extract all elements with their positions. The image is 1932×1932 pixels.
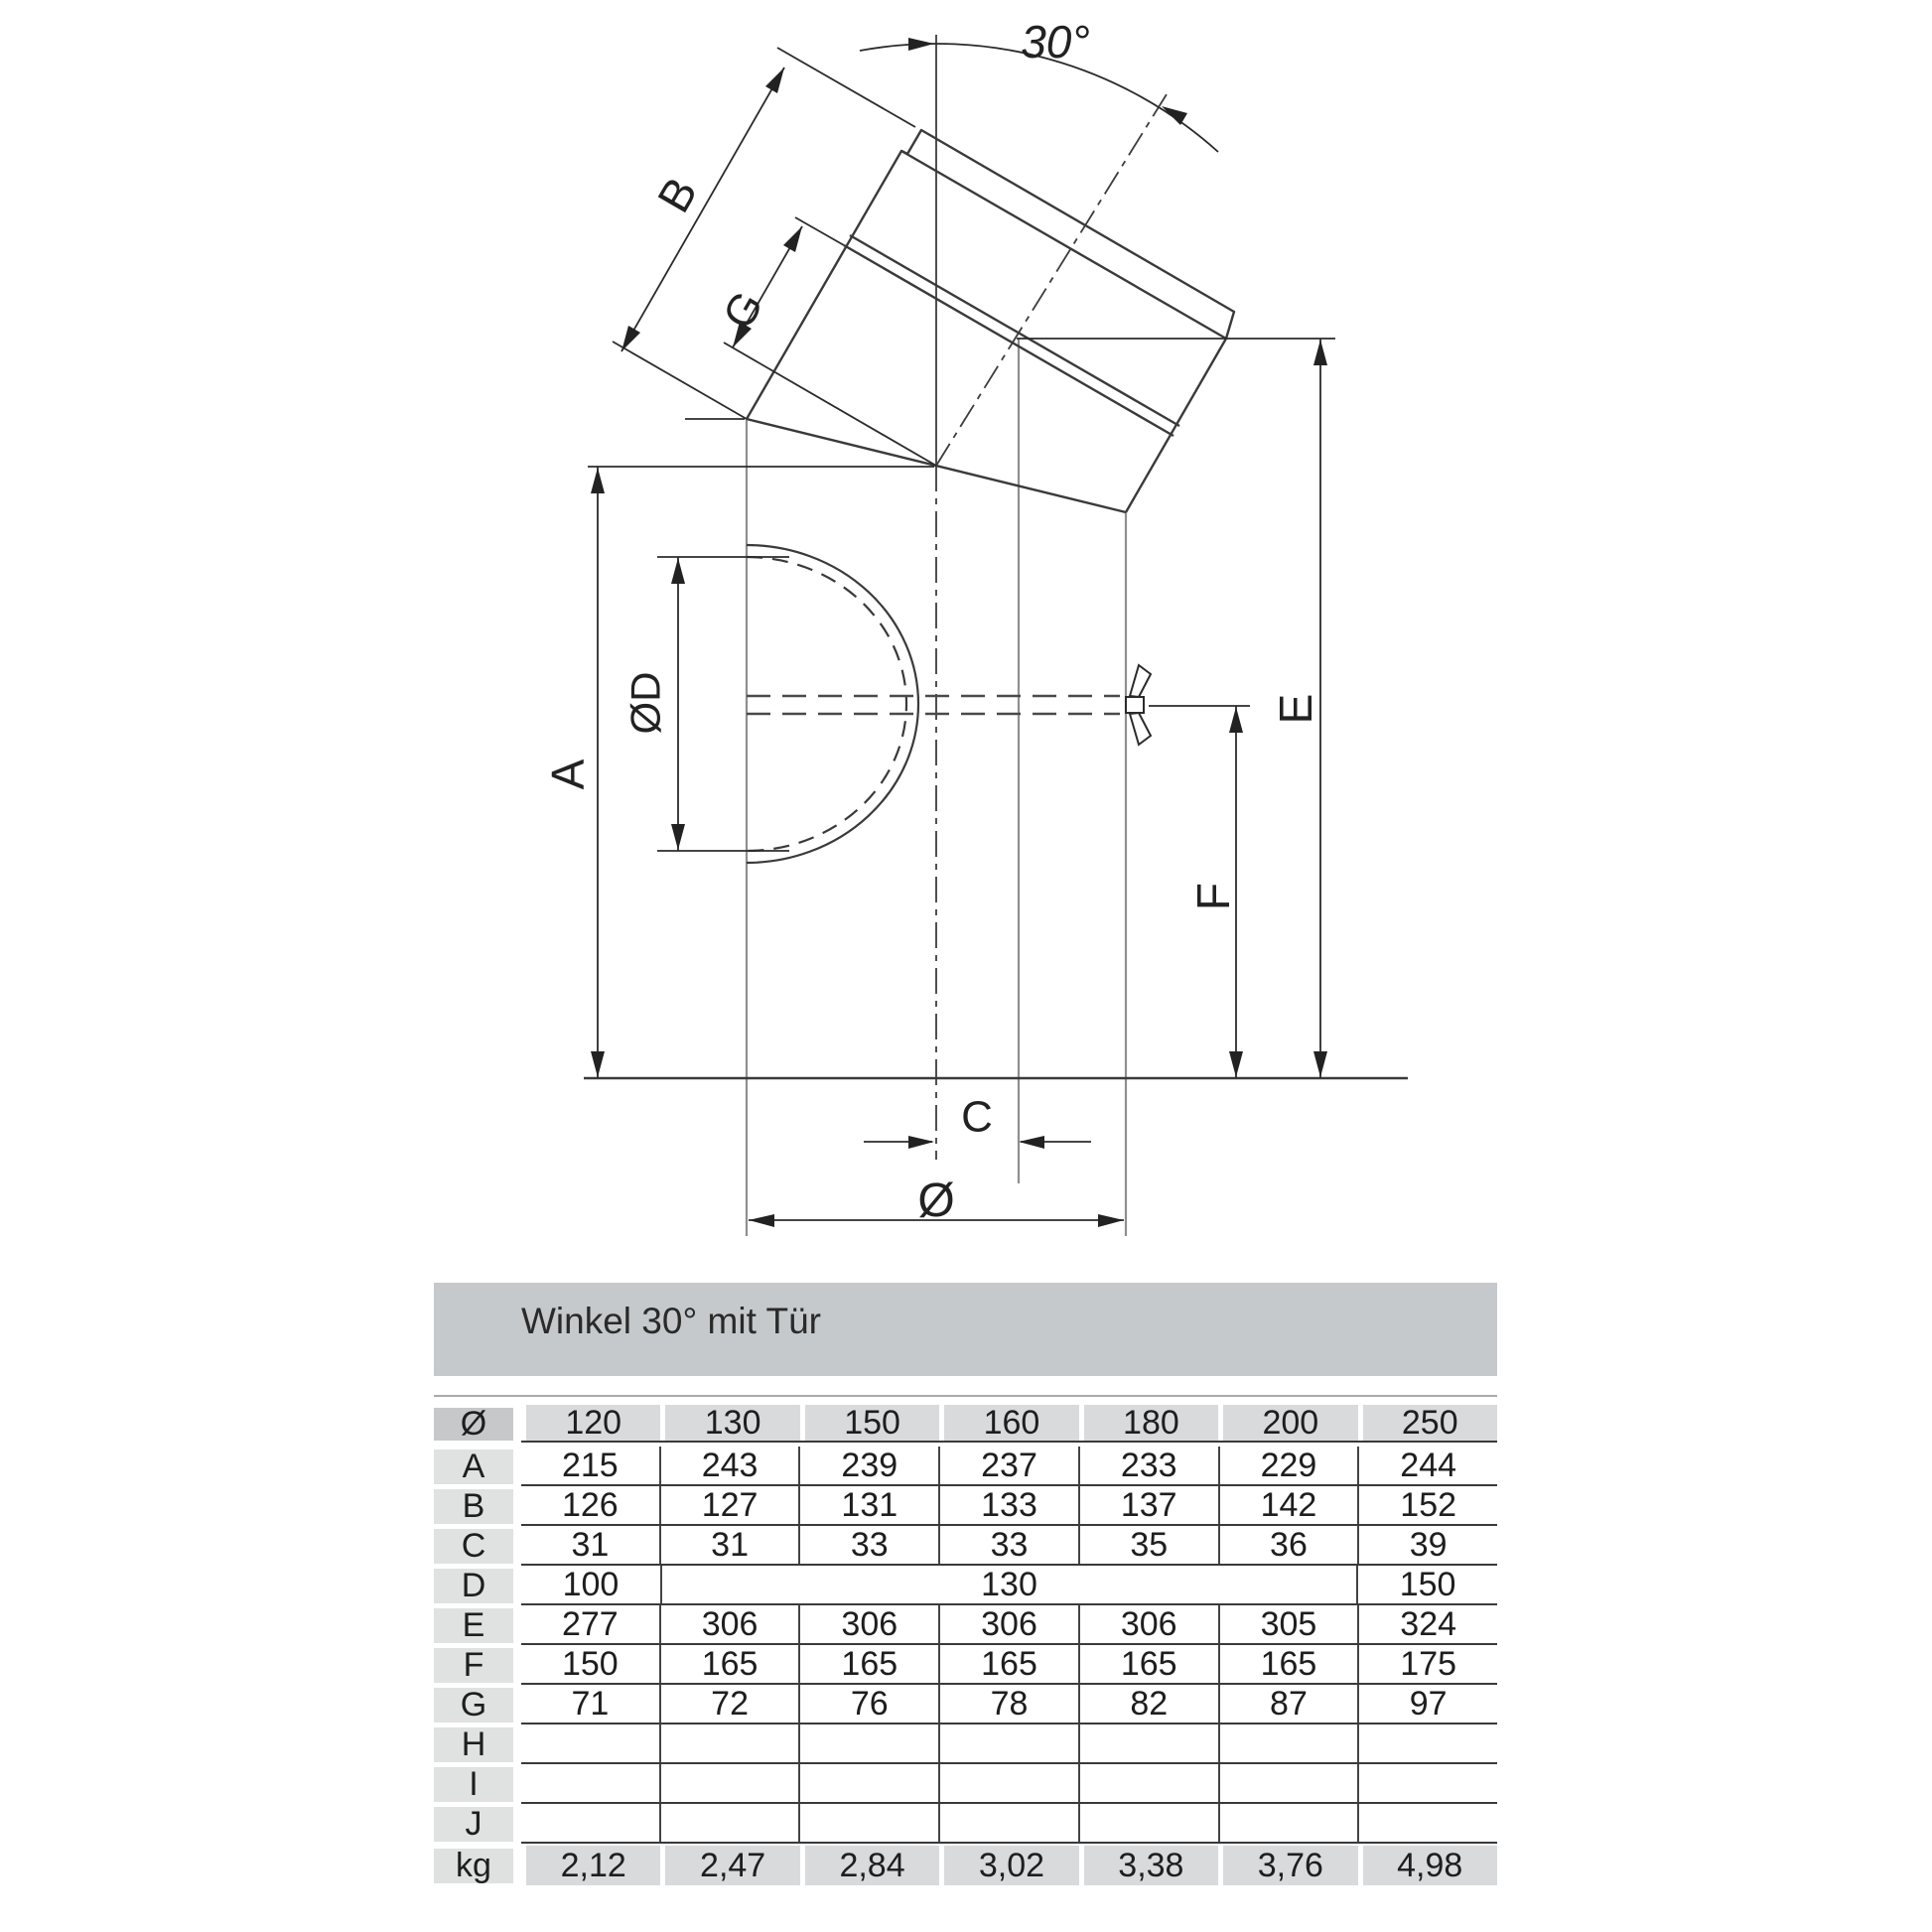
table-cell: 152	[1357, 1486, 1497, 1524]
table-cell: 150	[561, 1644, 619, 1683]
table-cell: 305	[1218, 1605, 1358, 1643]
dim-label-G: G	[714, 283, 773, 338]
table-cell	[1078, 1804, 1218, 1842]
table-cell	[1357, 1764, 1497, 1802]
table-cell: 133	[938, 1486, 1078, 1524]
row-label: A	[434, 1449, 513, 1484]
table-cell: 72	[659, 1685, 799, 1723]
weight-cell: 3,76	[1223, 1846, 1357, 1885]
table-row	[434, 1685, 1497, 1725]
table-cell: 165	[659, 1645, 799, 1683]
table-cell: 306	[798, 1605, 938, 1643]
dim-label-F: F	[1187, 882, 1240, 911]
table-cell	[798, 1764, 938, 1802]
table-cell	[521, 1764, 659, 1802]
table-cell: 243	[659, 1447, 799, 1484]
table-title-bar	[434, 1283, 1497, 1376]
table-cell	[659, 1725, 799, 1762]
table-row	[434, 1645, 1497, 1685]
table-cell: 324	[1357, 1605, 1497, 1643]
table-cell: 76	[798, 1685, 938, 1723]
pipe-outline	[584, 130, 1408, 1078]
row-label: D	[434, 1569, 513, 1603]
centerlines	[936, 35, 1167, 1160]
table-row	[434, 1804, 1497, 1844]
dim-label-B: B	[646, 168, 708, 221]
table-cell	[1218, 1764, 1358, 1802]
table-cell	[938, 1764, 1078, 1802]
row-label: E	[434, 1608, 513, 1643]
wing-nut-icon	[1130, 665, 1151, 697]
table-cell: 39	[1357, 1526, 1497, 1564]
weight-cell: 3,02	[944, 1846, 1078, 1885]
header-cell: 180	[1084, 1405, 1218, 1441]
table-footer-row	[434, 1846, 1497, 1885]
row-label: C	[434, 1529, 513, 1564]
table-cell	[798, 1725, 938, 1762]
table-cell: 131	[798, 1486, 938, 1524]
row-label: I	[434, 1767, 513, 1802]
door	[747, 545, 1151, 863]
table-cell: 126	[561, 1485, 619, 1524]
table-cell: 175	[1357, 1645, 1497, 1683]
weight-cell: 2,47	[665, 1846, 799, 1885]
table-cell: 215	[561, 1446, 619, 1484]
table-cell: 237	[938, 1447, 1078, 1484]
table-cell	[1218, 1804, 1358, 1842]
table-cell: 127	[659, 1486, 799, 1524]
table-cell: 137	[1078, 1486, 1218, 1524]
table-cell	[521, 1725, 659, 1762]
table-cell: 33	[938, 1526, 1078, 1564]
header-cell: 200	[1223, 1405, 1357, 1441]
table-cell: 306	[938, 1605, 1078, 1643]
table-cell	[659, 1764, 799, 1802]
angle-label: 30°	[1021, 16, 1090, 69]
row-label-kg: kg	[434, 1849, 513, 1883]
table-row	[434, 1447, 1497, 1486]
table-cell	[798, 1804, 938, 1842]
table-cell: 306	[1078, 1605, 1218, 1643]
dim-label-C: C	[961, 1092, 993, 1142]
table-cell: 35	[1078, 1526, 1218, 1564]
table-row	[434, 1605, 1497, 1645]
header-cell: 250	[1363, 1405, 1497, 1441]
table-cell	[659, 1804, 799, 1842]
header-cell: 160	[944, 1405, 1078, 1441]
dim-label-E: E	[1270, 693, 1322, 725]
table-row-d	[434, 1566, 1497, 1605]
table-cell: 165	[798, 1645, 938, 1683]
table-cell	[1078, 1764, 1218, 1802]
table-cell: 31	[571, 1525, 610, 1564]
table-cell-span: 130	[660, 1566, 1358, 1603]
header-cell: 120	[526, 1405, 660, 1441]
table-cell: 306	[659, 1605, 799, 1643]
table-cell: 31	[659, 1526, 799, 1564]
table-cell: 244	[1357, 1447, 1497, 1484]
row-label: J	[434, 1807, 513, 1842]
table-cell: 277	[561, 1604, 619, 1643]
dim-label-A: A	[542, 759, 595, 790]
wing-nut-icon	[1130, 713, 1151, 745]
table-cell	[1357, 1725, 1497, 1762]
table-cell: 165	[1078, 1645, 1218, 1683]
weight-cell: 2,84	[805, 1846, 939, 1885]
table-row	[434, 1526, 1497, 1566]
table-cell: 71	[571, 1684, 610, 1723]
table-cell: 78	[938, 1685, 1078, 1723]
table-title: Winkel 30° mit Tür	[521, 1301, 821, 1341]
table-cell: 233	[1078, 1447, 1218, 1484]
dimension-table	[434, 1283, 1497, 1885]
table-cell: 87	[1218, 1685, 1358, 1723]
table-cell: 142	[1218, 1486, 1358, 1524]
row-label: B	[434, 1489, 513, 1524]
table-cell	[938, 1725, 1078, 1762]
table-cell	[1078, 1725, 1218, 1762]
weight-cell: 2,12	[526, 1846, 660, 1885]
row-label: F	[434, 1648, 513, 1683]
door-inner-edge	[747, 557, 906, 851]
table-cell: 82	[1078, 1685, 1218, 1723]
table-cell	[1357, 1804, 1497, 1842]
dimension-arrows	[591, 38, 1327, 1227]
table-cell: 33	[798, 1526, 938, 1564]
handle-bolt	[1126, 697, 1144, 713]
dim-label-OD: ØD	[621, 671, 669, 735]
table-header-row	[434, 1405, 1497, 1443]
table-row	[434, 1764, 1497, 1804]
table-cell: 100	[562, 1565, 620, 1603]
table-cell: 165	[938, 1645, 1078, 1683]
table-cell	[521, 1804, 659, 1842]
header-cell: 150	[805, 1405, 939, 1441]
weight-cell: 3,38	[1084, 1846, 1218, 1885]
table-cell: 229	[1218, 1447, 1358, 1484]
header-cell: 130	[665, 1405, 799, 1441]
table-cell: 150	[1399, 1565, 1456, 1603]
dim-label-dia: Ø	[917, 1173, 955, 1227]
table-cell: 97	[1357, 1685, 1497, 1723]
table-cell	[938, 1804, 1078, 1842]
row-label: H	[434, 1727, 513, 1762]
dimension-labels	[542, 16, 1321, 1227]
table-cell: 36	[1218, 1526, 1358, 1564]
weight-cell: 4,98	[1363, 1846, 1497, 1885]
dimension-lines	[588, 44, 1335, 1220]
table-cell: 165	[1218, 1645, 1358, 1683]
table-row	[434, 1725, 1497, 1764]
table-row	[434, 1486, 1497, 1526]
table-cell: 239	[798, 1447, 938, 1484]
header-label: Ø	[434, 1408, 513, 1441]
table-cell	[1218, 1725, 1358, 1762]
row-label: G	[434, 1688, 513, 1723]
